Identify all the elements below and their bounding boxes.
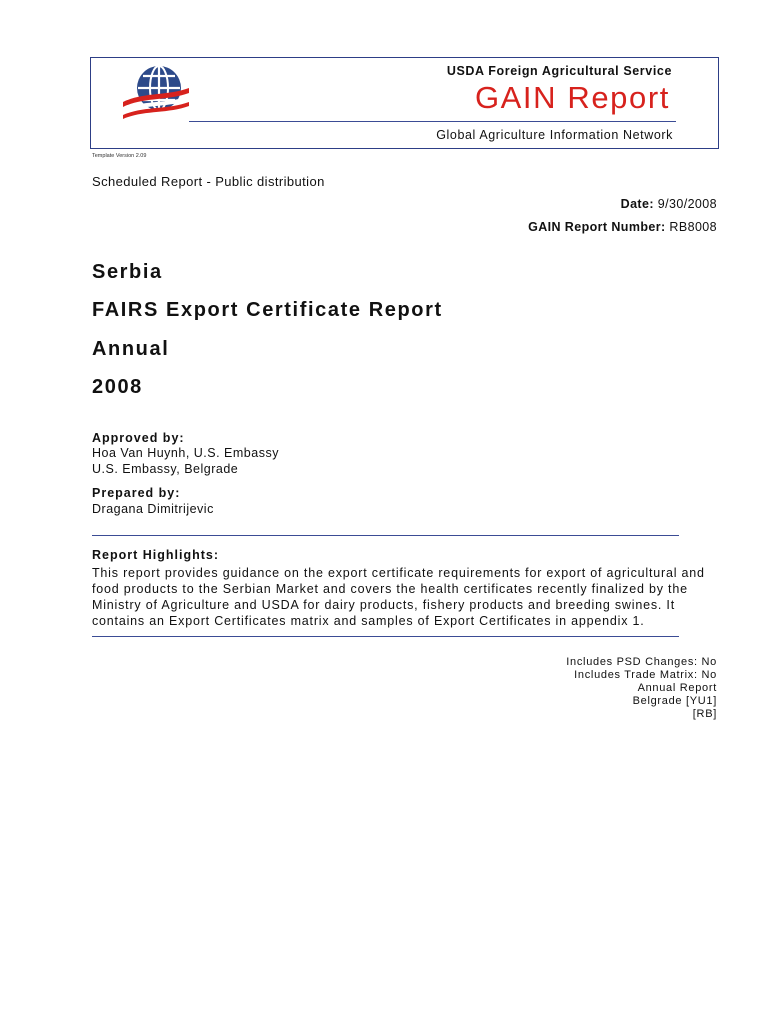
report-name-title: FAIRS Export Certificate Report <box>92 299 443 321</box>
date-value: 9/30/2008 <box>657 197 717 211</box>
prepared-by-label: Prepared by: <box>92 486 181 500</box>
meta-report-type: Annual Report <box>637 682 717 694</box>
country-title: Serbia <box>92 261 163 283</box>
year-title: 2008 <box>92 376 143 398</box>
approved-by-label: Approved by: <box>92 431 185 445</box>
report-number <box>528 220 717 234</box>
globe-flag-logo-icon <box>121 62 191 124</box>
highlights-top-divider <box>92 535 679 536</box>
date-label: Date: <box>620 197 654 211</box>
template-version: Template Version 2.09 <box>92 153 147 159</box>
frequency-title: Annual <box>92 338 170 360</box>
report-number-label: GAIN Report Number: <box>528 220 666 234</box>
report-meta-list <box>566 656 717 721</box>
report-number-value: RB8008 <box>669 220 717 234</box>
highlights-bottom-divider <box>92 636 679 637</box>
meta-trade-matrix: Includes Trade Matrix: No <box>574 669 717 681</box>
header-divider <box>189 121 676 122</box>
distribution-note: Scheduled Report - Public distribution <box>92 174 325 189</box>
meta-psd-changes: Includes PSD Changes: No <box>566 656 717 668</box>
report-date <box>621 197 717 211</box>
preparer-name: Dragana Dimitrijevic <box>92 502 214 516</box>
approver-office: U.S. Embassy, Belgrade <box>92 462 239 476</box>
report-header <box>90 57 719 149</box>
network-name: Global Agriculture Information Network <box>436 128 673 142</box>
agency-name: USDA Foreign Agricultural Service <box>446 64 672 78</box>
gain-report-title: GAIN Report <box>474 80 670 115</box>
highlights-label: Report Highlights: <box>92 548 220 562</box>
highlights-text: This report provides guidance on the export certificate requirements for export of agricultural and food products to the Serbian Market and covers the health certificates recently finalized by the Ministry of Agriculture and USDA for dairy products, fishery products and breeding swines. It contains an Export Certificates matrix and samples of Export Certificates in appendix 1. <box>92 566 705 628</box>
meta-code: [RB] <box>692 708 717 720</box>
meta-post: Belgrade [YU1] <box>632 695 717 707</box>
approver-name: Hoa Van Huynh, U.S. Embassy <box>92 446 279 460</box>
